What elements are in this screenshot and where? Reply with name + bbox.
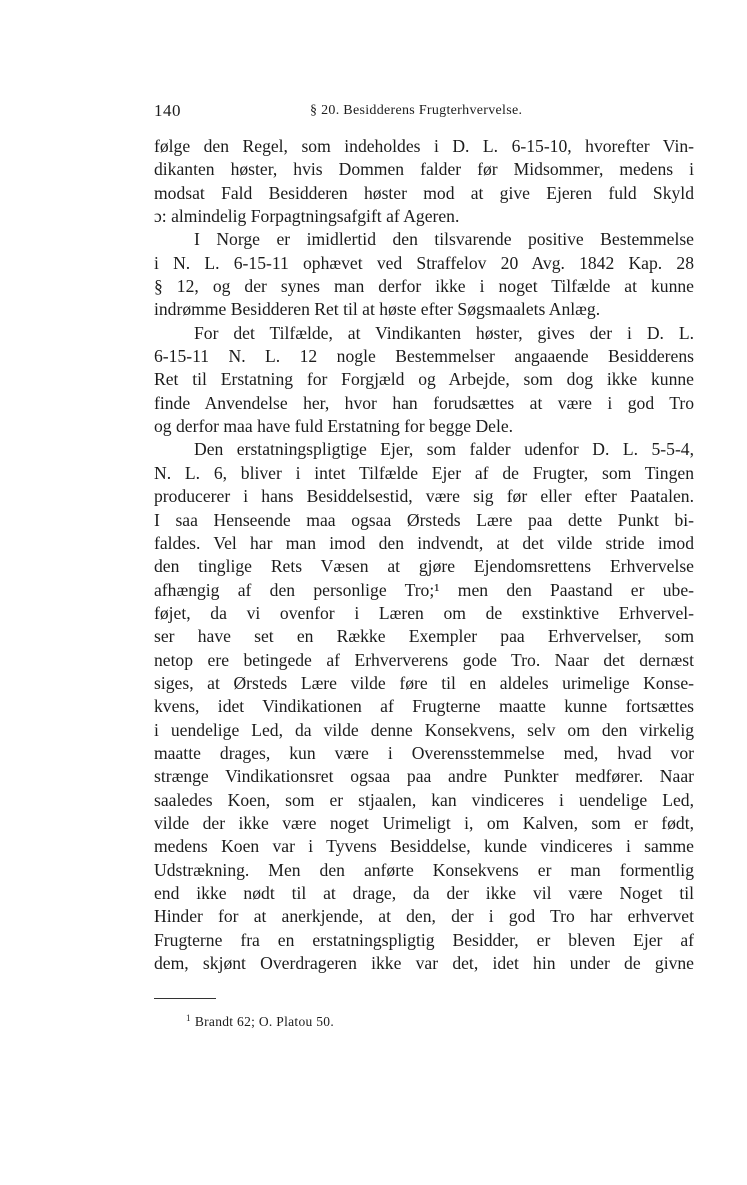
running-head: § 20. Besidderens Frugterhvervelse. bbox=[310, 103, 523, 118]
text-line: indrømme Besidderen Ret til at høste efter Søgsmaalets Anlæg. bbox=[154, 299, 601, 320]
text-line: producerer i hans Besiddelsestid, være sig før eller efter Paatalen. bbox=[154, 486, 694, 507]
footnote-text: Brandt 62; O. Platou 50. bbox=[194, 1014, 335, 1029]
text-line: i N. L. 6-15-11 ophævet ved Straffelov 20 Avg. 1842 Kap. 28 bbox=[154, 252, 694, 273]
text-line: medens Koen var i Tyvens Besiddelse, kunde vindiceres i samme bbox=[154, 836, 694, 857]
page-number: 140 bbox=[154, 101, 181, 120]
text-line: ser have set en Række Exempler paa Erhvervelser, som bbox=[154, 626, 694, 647]
text-line: Den erstatningspligtige Ejer, som falder udenfor D. L. 5-5-4, bbox=[194, 439, 694, 460]
text-line: Ret til Erstatning for Forgjæld og Arbejde, som dog ikke kunne bbox=[154, 369, 694, 390]
text-line: I saa Henseende maa ogsaa Ørsteds Lære paa dette Punkt bi- bbox=[154, 509, 694, 530]
text-line: faldes. Vel har man imod den indvendt, at det vilde stride imod bbox=[154, 532, 694, 553]
footnote-rule bbox=[154, 998, 216, 999]
text-line: end ikke nødt til at drage, da der ikke vil være Noget til bbox=[154, 883, 694, 903]
text-line: ɔ: almindelig Forpagtningsafgift af Ageren. bbox=[154, 206, 460, 227]
text-line: i uendelige Led, da vilde denne Konsekvens, selv om den virkelig bbox=[154, 719, 694, 740]
text-line: og derfor maa have fuld Erstatning for begge Dele. bbox=[154, 416, 514, 437]
text-line: føjet, da vi ovenfor i Læren om de exstinktive Erhvervel- bbox=[154, 602, 694, 623]
text-line: finde Anvendelse her, hvor han forudsættes at være i god Tro bbox=[154, 392, 694, 413]
page-header bbox=[154, 101, 694, 121]
text-line: siges, at Ørsteds Lære vilde føre til en aldeles urimelige Konse- bbox=[154, 672, 694, 693]
text-line: vilde der ikke være noget Urimeligt i, om Kalven, som er født, bbox=[154, 812, 694, 833]
text-line: netop ere betingede af Erhververens gode Tro. Naar det dernæst bbox=[154, 649, 694, 670]
text-line: kvens, idet Vindikationen af Frugterne maatte kunne fortsættes bbox=[154, 696, 694, 717]
text-line: strænge Vindikationsret ogsaa paa andre Punkter medfører. Naar bbox=[154, 766, 694, 787]
footnote-marker: 1 bbox=[186, 1013, 191, 1023]
text-line: afhængig af den personlige Tro;¹ men den Paastand er ube- bbox=[154, 579, 694, 600]
text-line: dem, skjønt Overdrageren ikke var det, idet hin under de givne bbox=[154, 953, 694, 974]
text-line: saaledes Koen, som er stjaalen, kan vindiceres i uendelige Led, bbox=[154, 789, 694, 810]
text-line: den tinglige Rets Væsen at gjøre Ejendomsrettens Erhvervelse bbox=[154, 556, 694, 577]
text-line: Frugterne fra en erstatningspligtig Besidder, er bleven Ejer af bbox=[154, 929, 694, 950]
text-line: § 12, og der synes man derfor ikke i noget Tilfælde at kunne bbox=[154, 276, 694, 297]
text-line: I Norge er imidlertid den tilsvarende positive Bestemmelse bbox=[194, 229, 694, 250]
text-line: N. L. 6, bliver i intet Tilfælde Ejer af de Frugter, som Tingen bbox=[154, 462, 694, 483]
text-line: maatte drages, kun være i Overensstemmelse med, hvad vor bbox=[154, 742, 694, 763]
text-line: følge den Regel, som indeholdes i D. L. 6-15-10, hvorefter Vin- bbox=[154, 136, 694, 156]
text-line: For det Tilfælde, at Vindikanten høster, gives der i D. L. bbox=[194, 322, 694, 343]
footnote bbox=[186, 1013, 334, 1030]
text-line: Hinder for at anerkjende, at den, der i god Tro har erhvervet bbox=[154, 906, 694, 927]
text-line: Udstrækning. Men den anførte Konsekvens er man formentlig bbox=[154, 859, 694, 880]
text-line: modsat Fald Besidderen høster mod at give Ejeren fuld Skyld bbox=[154, 182, 694, 203]
text-line: 6-15-11 N. L. 12 nogle Bestemmelser angaaende Besidderens bbox=[154, 346, 694, 367]
body-text bbox=[154, 135, 694, 975]
text-line: dikanten høster, hvis Dommen falder før Midsommer, medens i bbox=[154, 159, 694, 180]
